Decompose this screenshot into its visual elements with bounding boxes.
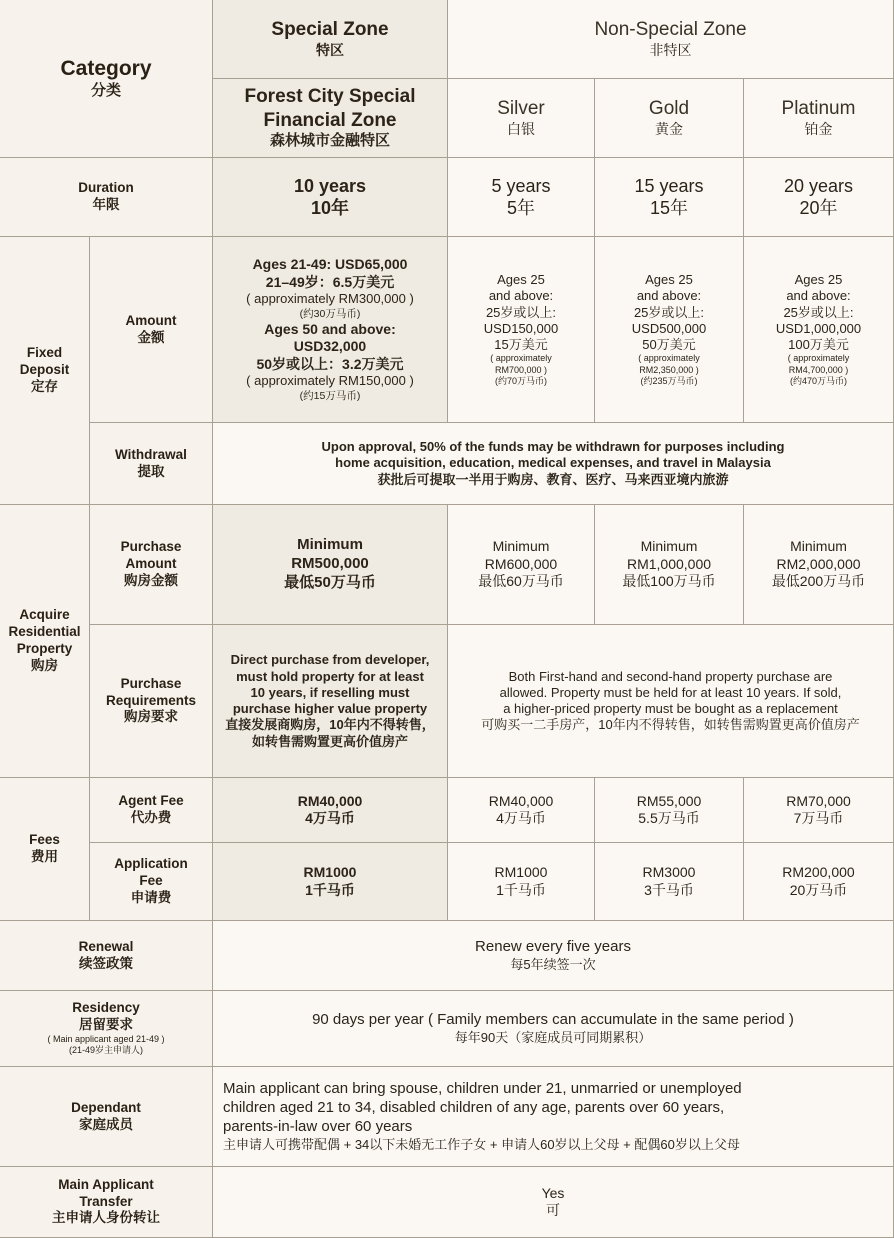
residency-value-en: 90 days per year ( Family members can accumulate in the same period ) [312, 1011, 794, 1028]
residency-value [213, 991, 894, 1067]
withdrawal-label [90, 423, 213, 505]
category-header [0, 0, 213, 158]
agent-fee-silver [448, 778, 595, 843]
amount-platinum-line: (约470万马币) [789, 375, 847, 386]
amount-gold-line: RM2,350,000 ) [639, 364, 699, 375]
purchase-amount-label-en-1: Purchase [120, 539, 182, 555]
amount-silver-line: ( approximately [490, 353, 552, 364]
duration-platinum [744, 158, 894, 237]
amount-special-line: Ages 50 and above: [264, 320, 396, 337]
dependant-label [0, 1067, 213, 1167]
renewal-value [213, 921, 894, 991]
amount-platinum [744, 237, 894, 423]
non-special-zone-header [448, 0, 894, 79]
amount-gold-line: 25岁或以上: [633, 304, 705, 320]
purchase-amount-gold-line: Minimum [640, 538, 698, 555]
purchase-amount-platinum-line: 最低200万马币 [771, 573, 866, 590]
application-fee-platinum-zh: 20万马币 [789, 881, 848, 898]
amount-platinum-line: USD1,000,000 [775, 320, 862, 336]
purchase-requirements-label-en-1: Purchase [120, 675, 182, 691]
application-fee-label [90, 843, 213, 921]
purchase-amount-label-zh: 购房金额 [124, 572, 178, 588]
purchase-req-special-line: purchase higher value property [232, 701, 428, 716]
purchase-req-nonspecial-line: a higher-priced property must be bought as a replacement [503, 701, 838, 716]
residency-label-note-zh: (21-49岁主申请人) [68, 1045, 143, 1056]
amount-gold-line: Ages 25 [645, 272, 693, 287]
renewal-label-en: Renewal [78, 938, 134, 954]
special-zone-title: Special Zone [271, 19, 389, 41]
application-fee-gold-zh: 3千马币 [644, 881, 694, 898]
category-title-zh: 分类 [90, 82, 121, 100]
agent-fee-gold-zh: 5.5万马币 [638, 810, 700, 826]
renewal-value-zh: 每5年续签一次 [510, 956, 596, 972]
duration-silver-en: 5 years [491, 175, 551, 196]
amount-gold-line: and above: [636, 288, 702, 304]
dependant-line: 主申请人可携带配偶 + 34以下未婚无工作子女 + 申请人60岁以上父母 + 配偶60岁以上父母 [223, 1136, 740, 1152]
agent-fee-silver-zh: 4万马币 [496, 810, 546, 826]
agent-fee-special-en: RM40,000 [297, 792, 363, 809]
purchase-req-special-line: must hold property for at least [236, 668, 424, 684]
purchase-amount-gold-line: 最低100万马币 [622, 573, 716, 590]
amount-silver-line: Ages 25 [497, 272, 545, 287]
gold-title: Gold [648, 98, 690, 120]
duration-silver [448, 158, 595, 237]
purchase-req-special-line: 如转售需购置更高价值房产 [251, 733, 408, 749]
residential-label-zh: 购房 [31, 657, 58, 673]
agent-fee-platinum-zh: 7万马币 [793, 810, 844, 826]
dependant-line: Main applicant can bring spouse, children under 21, unmarried or unemployed [223, 1080, 742, 1098]
withdrawal-label-zh: 提取 [137, 463, 165, 479]
purchase-amount-gold-line: RM1,000,000 [626, 555, 712, 572]
withdrawal-label-en: Withdrawal [115, 446, 187, 462]
silver-title-zh: 白银 [507, 121, 535, 138]
amount-silver-line: (约70万马币) [494, 375, 547, 386]
fees-label-en: Fees [29, 832, 60, 848]
amount-special-line: ( approximately RM300,000 ) [246, 291, 414, 307]
amount-special-line: (约15万马币) [299, 389, 361, 402]
application-fee-platinum [744, 843, 894, 921]
amount-platinum-line: ( approximately [787, 353, 850, 364]
purchase-amount-silver-line: RM600,000 [484, 555, 558, 572]
duration-special [213, 158, 448, 237]
application-fee-special [213, 843, 448, 921]
dependant-line: parents-in-law over 60 years [223, 1117, 413, 1135]
purchase-amount-special-line: 最低50万马币 [284, 573, 376, 591]
silver-header [448, 79, 595, 158]
dependant-label-zh: 家庭成员 [79, 1116, 133, 1132]
purchase-requirements-label-en-2: Requirements [105, 692, 197, 708]
residential-label [0, 505, 90, 778]
amount-special-line: USD32,000 [293, 338, 367, 355]
transfer-label-zh: 主申请人身份转让 [52, 1210, 160, 1226]
agent-fee-gold [595, 778, 744, 843]
residency-label-note-en: ( Main applicant aged 21-49 ) [47, 1034, 165, 1045]
amount-platinum-line: 25岁或以上: [783, 304, 854, 320]
amount-gold [595, 237, 744, 423]
forest-city-title-zh: 森林城市金融特区 [269, 132, 390, 150]
duration-label [0, 158, 213, 237]
purchase-req-nonspecial-line: 可购买一二手房产，10年内不得转售，如转售需购置更高价值房产 [481, 717, 860, 733]
transfer-value [213, 1167, 894, 1238]
amount-special-line: ( approximately RM150,000 ) [246, 373, 414, 389]
dependant-line: children aged 21 to 34, disabled children of any age, parents over 60 years, [223, 1099, 725, 1116]
withdrawal-line: 获批后可提取一半用于购房、教育、医疗、马来西亚境内旅游 [377, 471, 729, 487]
fees-label [0, 778, 90, 921]
application-fee-gold [595, 843, 744, 921]
duration-label-en: Duration [78, 180, 134, 196]
purchase-amount-silver-line: 最低60万马币 [478, 573, 564, 590]
purchase-amount-label-en-2: Amount [125, 556, 177, 572]
agent-fee-platinum [744, 778, 894, 843]
purchase-amount-special-line: RM500,000 [291, 555, 369, 573]
application-fee-silver-zh: 1千马币 [496, 881, 546, 898]
residency-value-zh: 每年90天（家庭成员可同期累积） [454, 1029, 652, 1045]
application-fee-silver [448, 843, 595, 921]
duration-special-en: 10 years [293, 175, 367, 196]
platinum-title-zh: 铂金 [804, 121, 833, 138]
fixed-deposit-label [0, 237, 90, 505]
gold-title-zh: 黄金 [655, 121, 683, 138]
purchase-requirements-special [213, 625, 448, 778]
purchase-requirements-label [90, 625, 213, 778]
purchase-req-nonspecial-line: allowed. Property must be held for at least 10 years. If sold, [499, 684, 842, 700]
residential-label-en-1: Acquire [19, 607, 70, 623]
application-fee-label-en-2: Fee [139, 873, 163, 889]
fixed-deposit-label-en-2: Deposit [19, 362, 70, 378]
duration-silver-zh: 5年 [506, 198, 535, 218]
agent-fee-gold-en: RM55,000 [636, 792, 702, 809]
amount-label [90, 237, 213, 423]
purchase-amount-platinum-line: Minimum [790, 538, 847, 555]
special-zone-title-zh: 特区 [316, 42, 344, 59]
forest-city-title-1: Forest City Special [244, 85, 416, 107]
application-fee-special-zh: 1千马币 [305, 881, 355, 898]
application-fee-silver-en: RM1000 [494, 864, 548, 880]
purchase-amount-platinum [744, 505, 894, 625]
purchase-requirements-nonspecial [448, 625, 894, 778]
transfer-label-en-1: Main Applicant [58, 1176, 154, 1192]
gold-header [595, 79, 744, 158]
duration-platinum-en: 20 years [783, 175, 854, 196]
amount-platinum-line: Ages 25 [794, 272, 843, 287]
amount-platinum-line: and above: [786, 288, 851, 304]
amount-special-line: (约30万马币) [299, 307, 361, 320]
agent-fee-special-zh: 4万马币 [305, 810, 355, 826]
amount-gold-line: (约235万马币) [640, 375, 698, 386]
purchase-req-nonspecial-line: Both First-hand and second-hand property purchase are [508, 668, 833, 684]
duration-label-zh: 年限 [92, 197, 120, 212]
withdrawal-value [213, 423, 894, 505]
purchase-amount-label [90, 505, 213, 625]
agent-fee-special [213, 778, 448, 843]
purchase-amount-platinum-line: RM2,000,000 [776, 555, 861, 572]
application-fee-platinum-en: RM200,000 [782, 864, 855, 880]
duration-gold-zh: 15年 [649, 198, 689, 218]
transfer-value-en: Yes [541, 1184, 565, 1201]
non-special-zone-title: Non-Special Zone [594, 19, 747, 41]
agent-fee-platinum-en: RM70,000 [786, 792, 851, 809]
agent-fee-label-en: Agent Fee [118, 793, 184, 809]
residential-label-en-2: Residential [8, 624, 81, 640]
amount-platinum-line: RM4,700,000 ) [788, 364, 849, 375]
transfer-value-zh: 可 [546, 1202, 560, 1218]
agent-fee-silver-en: RM40,000 [488, 792, 554, 809]
fees-label-zh: 费用 [31, 849, 58, 864]
amount-label-zh: 金额 [137, 329, 165, 345]
special-zone-header [213, 0, 448, 79]
forest-city-header [213, 79, 448, 158]
residency-label [0, 991, 213, 1067]
forest-city-title-2: Financial Zone [263, 109, 397, 131]
transfer-label [0, 1167, 213, 1238]
residency-label-en: Residency [72, 1000, 140, 1016]
amount-gold-line: USD500,000 [631, 320, 707, 336]
agent-fee-label-zh: 代办费 [130, 810, 172, 825]
purchase-amount-special [213, 505, 448, 625]
purchase-amount-silver-line: Minimum [492, 538, 550, 555]
amount-special-line: Ages 21-49: USD65,000 [252, 256, 408, 273]
fixed-deposit-label-zh: 定存 [31, 378, 58, 394]
renewal-label [0, 921, 213, 991]
withdrawal-line: home acquisition, education, medical expenses, and travel in Malaysia [335, 455, 771, 471]
category-title: Category [60, 57, 152, 80]
agent-fee-label [90, 778, 213, 843]
silver-title: Silver [497, 98, 545, 120]
renewal-label-zh: 续签政策 [79, 955, 133, 971]
purchase-req-special-line: 10 years, if reselling must [250, 684, 410, 700]
amount-gold-line: ( approximately [638, 353, 700, 364]
residency-label-zh: 居留要求 [79, 1017, 133, 1033]
duration-special-zh: 10年 [310, 198, 350, 218]
residential-label-en-3: Property [16, 641, 73, 656]
amount-silver [448, 237, 595, 423]
dependant-value [213, 1067, 894, 1167]
platinum-title: Platinum [781, 98, 856, 120]
amount-special-line: 21–49岁：6.5万美元 [265, 273, 395, 290]
amount-special [213, 237, 448, 423]
duration-gold [595, 158, 744, 237]
duration-platinum-zh: 20年 [799, 198, 838, 218]
amount-silver-line: 15万美元 [494, 337, 548, 352]
purchase-req-special-line: 直接发展商购房，10年内不得转售， [225, 717, 435, 733]
application-fee-special-en: RM1000 [303, 864, 357, 880]
purchase-req-special-line: Direct purchase from developer, [230, 652, 430, 668]
amount-silver-line: 25岁或以上: [485, 304, 557, 320]
amount-silver-line: and above: [488, 288, 554, 304]
amount-label-en: Amount [125, 312, 177, 328]
application-fee-label-en-1: Application [114, 856, 188, 872]
purchase-amount-gold [595, 505, 744, 625]
application-fee-label-zh: 申请费 [130, 889, 172, 905]
purchase-amount-silver [448, 505, 595, 625]
amount-silver-line: RM700,000 ) [494, 364, 548, 375]
amount-platinum-line: 100万美元 [788, 337, 849, 352]
amount-special-line: 50岁或以上：3.2万美元 [256, 355, 404, 372]
transfer-label-en-2: Transfer [79, 1193, 133, 1209]
application-fee-gold-en: RM3000 [642, 864, 696, 880]
platinum-header [744, 79, 894, 158]
amount-silver-line: USD150,000 [483, 320, 559, 336]
dependant-label-en: Dependant [71, 1099, 141, 1115]
fixed-deposit-label-en-1: Fixed [26, 345, 63, 361]
duration-gold-en: 15 years [634, 175, 704, 196]
non-special-zone-title-zh: 非特区 [649, 42, 692, 59]
amount-gold-line: 50万美元 [642, 337, 696, 352]
purchase-requirements-label-zh: 购房要求 [124, 709, 178, 725]
purchase-amount-special-line: Minimum [297, 536, 363, 554]
withdrawal-line: Upon approval, 50% of the funds may be withdrawn for purposes including [321, 439, 785, 455]
renewal-value-en: Renew every five years [475, 938, 631, 955]
